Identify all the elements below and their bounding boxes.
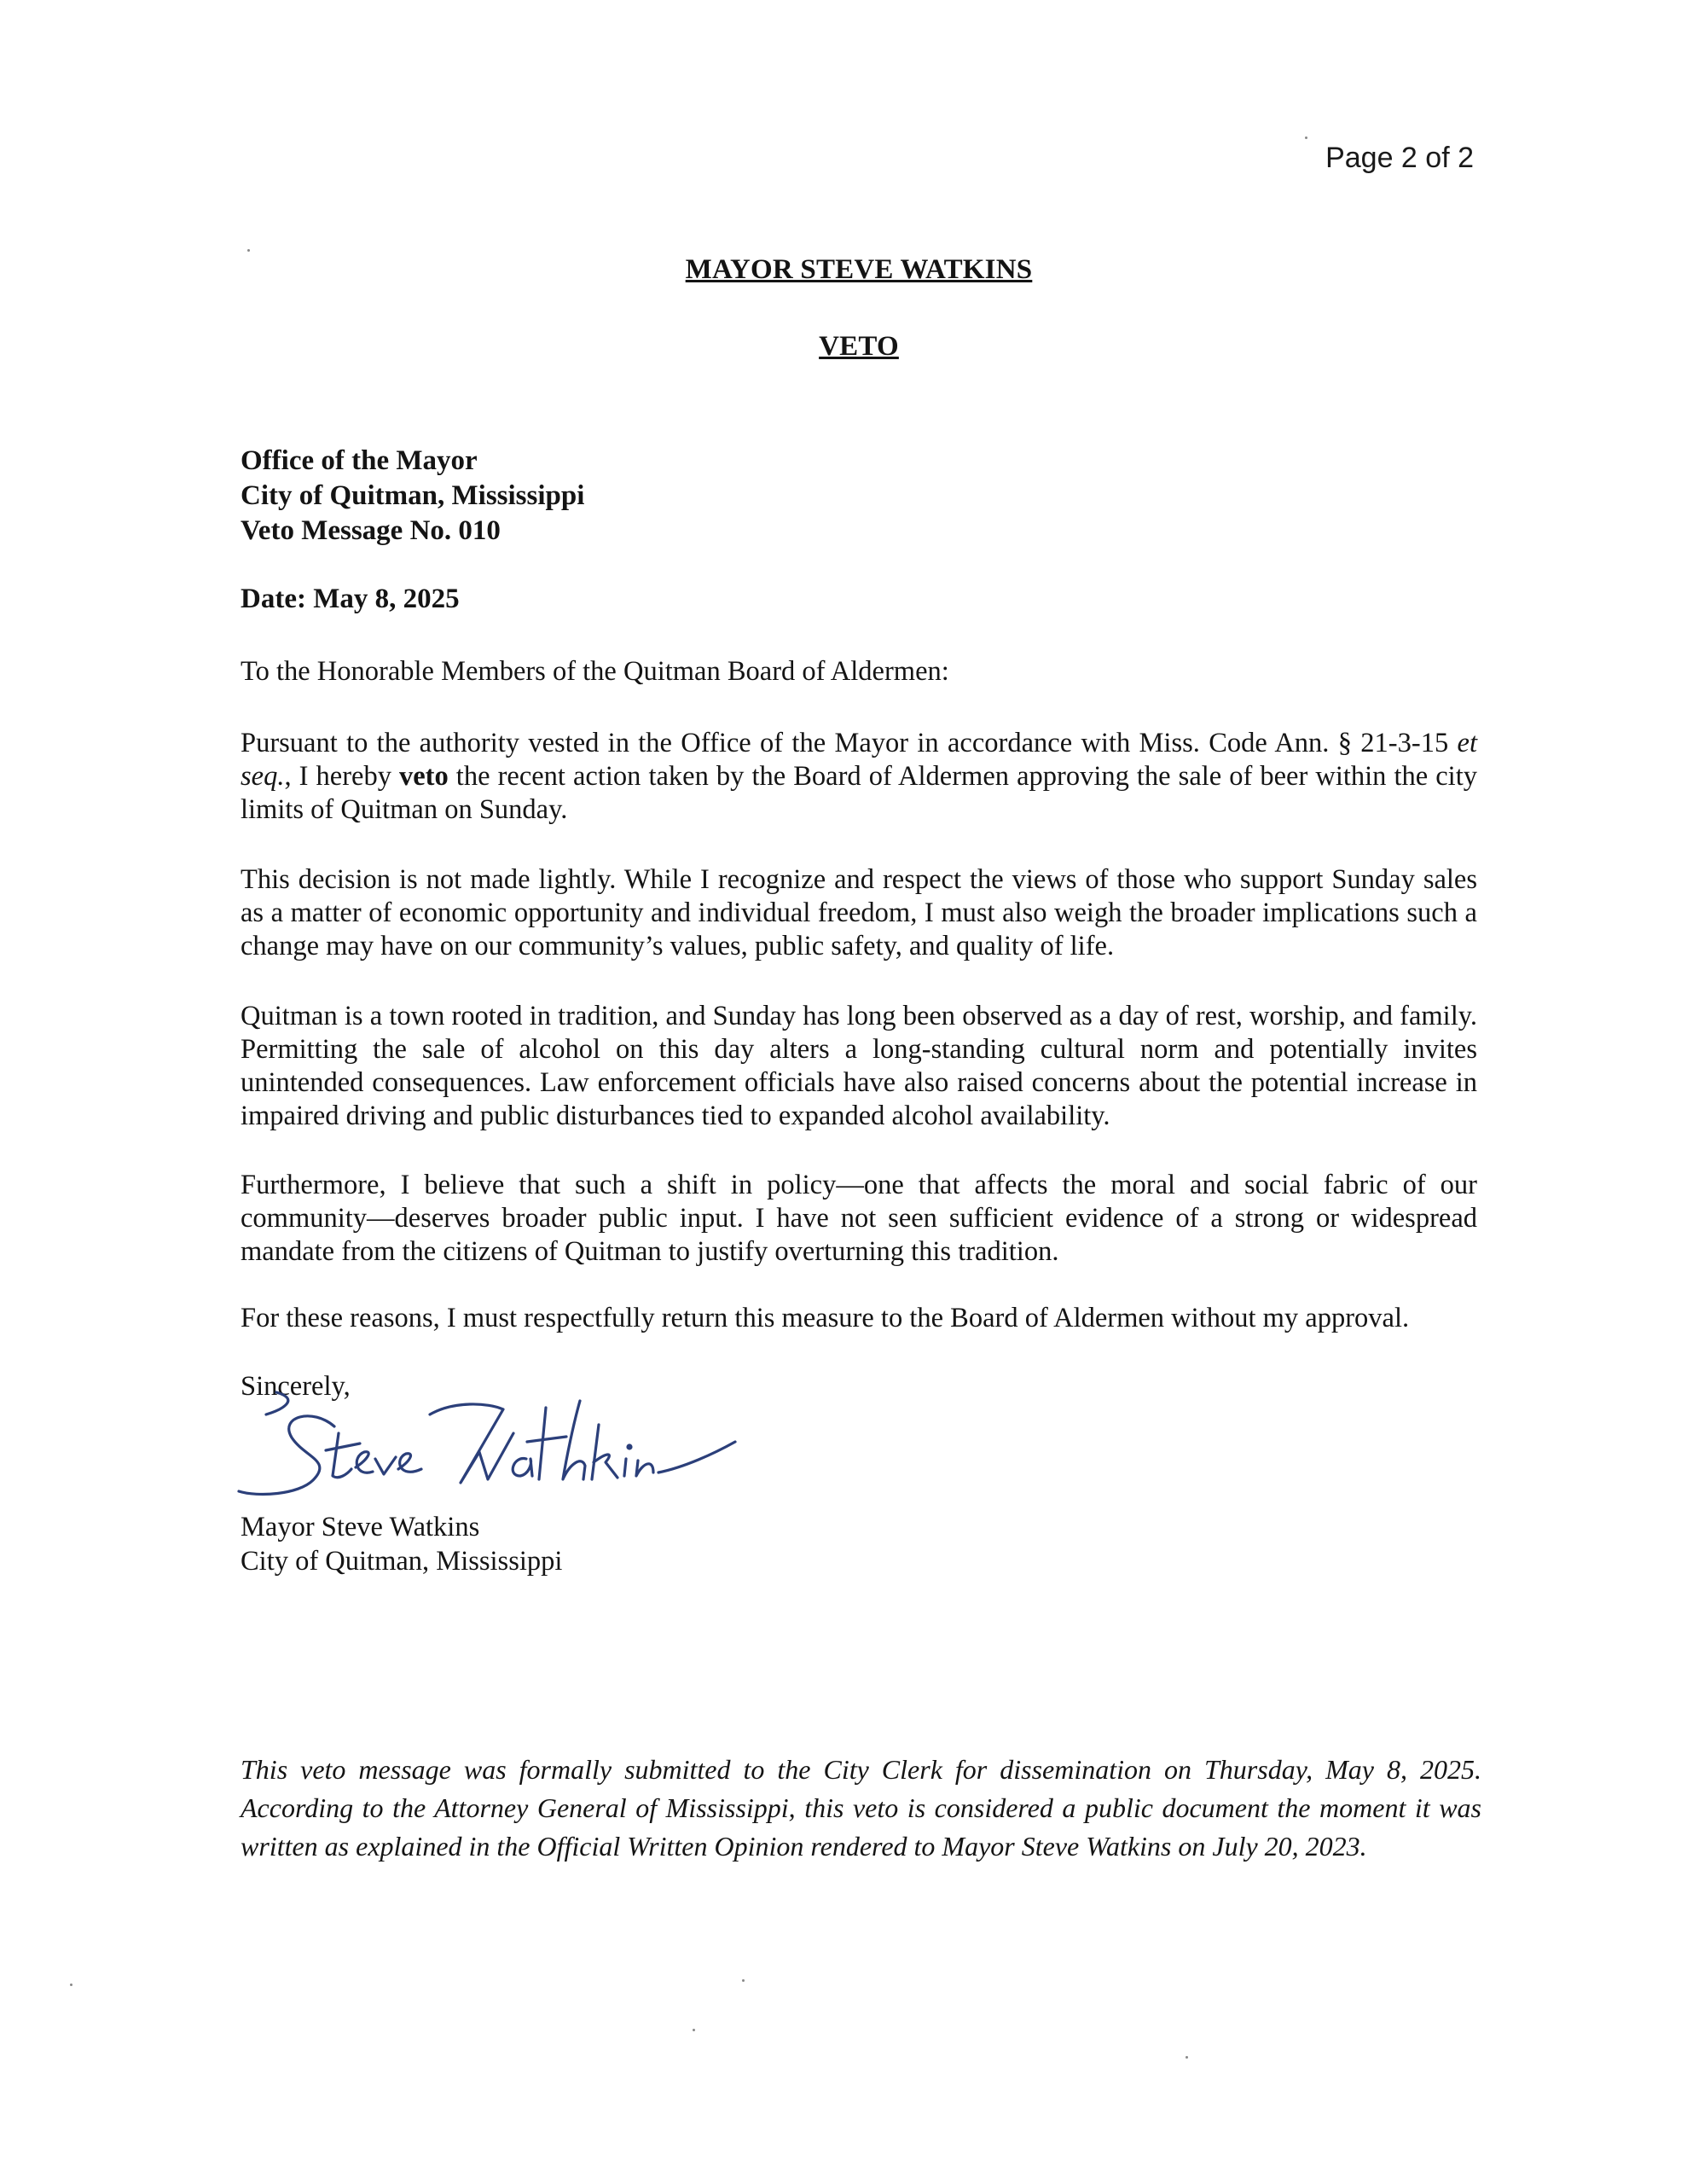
signer-name: Mayor Steve Watkins [241, 1512, 480, 1542]
page-number: Page 2 of 2 [1325, 142, 1474, 174]
closing: Sincerely, [241, 1371, 351, 1402]
paragraph-tradition: Quitman is a town rooted in tradition, and Sunday has long been observed as a day of rest, worship, and family. Permitting the sale of alcohol on this day alters a long-standing cultural norm and potentially invites unintended consequences. Law enforcement officials have also raised concerns about the potential increase in impaired driving and public disturbances tied to expanded alcohol availability. [241, 1001, 1477, 1131]
footer-note: This veto message was formally submitted to the City Clerk for dissemination on Thursday, May 8, 2025. According to the Attorney General of Mississippi, this veto is considered a public document the moment it was written as explained in the Official Written Opinion rendered to Mayor Steve Watkins on July 20, 2023. [241, 1754, 1481, 1862]
signer-block [241, 1510, 562, 1578]
city-line: City of Quitman, Mississippi [241, 480, 585, 511]
scan-speck [247, 249, 250, 252]
paragraph-public-input: Furthermore, I believe that such a shift in policy—one that affects the moral and social fabric of our community—deserves broader public input. I have not seen sufficient evidence of a strong or widespread mandate from the citizens of Quitman to justify overturning this tradition. [241, 1170, 1477, 1267]
document-date: Date: May 8, 2025 [241, 584, 460, 614]
paragraph-authority-text-e: the recent action taken by the Board of Aldermen approving the sale of beer within the city limits of Quitman on Sunday. [241, 761, 1477, 825]
office-address-block [241, 444, 584, 549]
et-seq-italic: et seq. [241, 728, 1478, 792]
paragraph-authority-text-a: Pursuant to the authority vested in the Office of the Mayor in accordance with Miss. Code Ann. § 21-3-15 [241, 728, 1449, 758]
scan-speck [742, 1979, 745, 1982]
paragraph-decision: This decision is not made lightly. While I recognize and respect the views of those who support Sunday sales as a matter of economic opportunity and individual freedom, I must also weigh the broader implications such a change may have on our community’s values, public safety, and quality of life. [241, 864, 1477, 961]
document-heading-mayor: MAYOR STEVE WATKINS [685, 254, 1033, 285]
scan-speck [693, 2029, 695, 2031]
salutation: To the Honorable Members of the Quitman Board of Aldermen: [241, 656, 949, 687]
signer-city: City of Quitman, Mississippi [241, 1546, 563, 1577]
document-heading-veto: VETO [819, 331, 899, 362]
scan-speck [1305, 136, 1307, 139]
handwritten-signature [232, 1391, 778, 1502]
paragraph-authority [241, 727, 1477, 827]
paragraph-authority-text-c: , I hereby [284, 761, 399, 792]
veto-bold: veto [399, 761, 449, 792]
office-line: Office of the Mayor [241, 445, 478, 476]
paragraph-conclusion: For these reasons, I must respectfully return this measure to the Board of Aldermen without my approval. [241, 1303, 1410, 1333]
veto-number-line: Veto Message No. 010 [241, 515, 501, 546]
scan-speck [1186, 2056, 1188, 2059]
scan-speck [70, 1984, 72, 1986]
